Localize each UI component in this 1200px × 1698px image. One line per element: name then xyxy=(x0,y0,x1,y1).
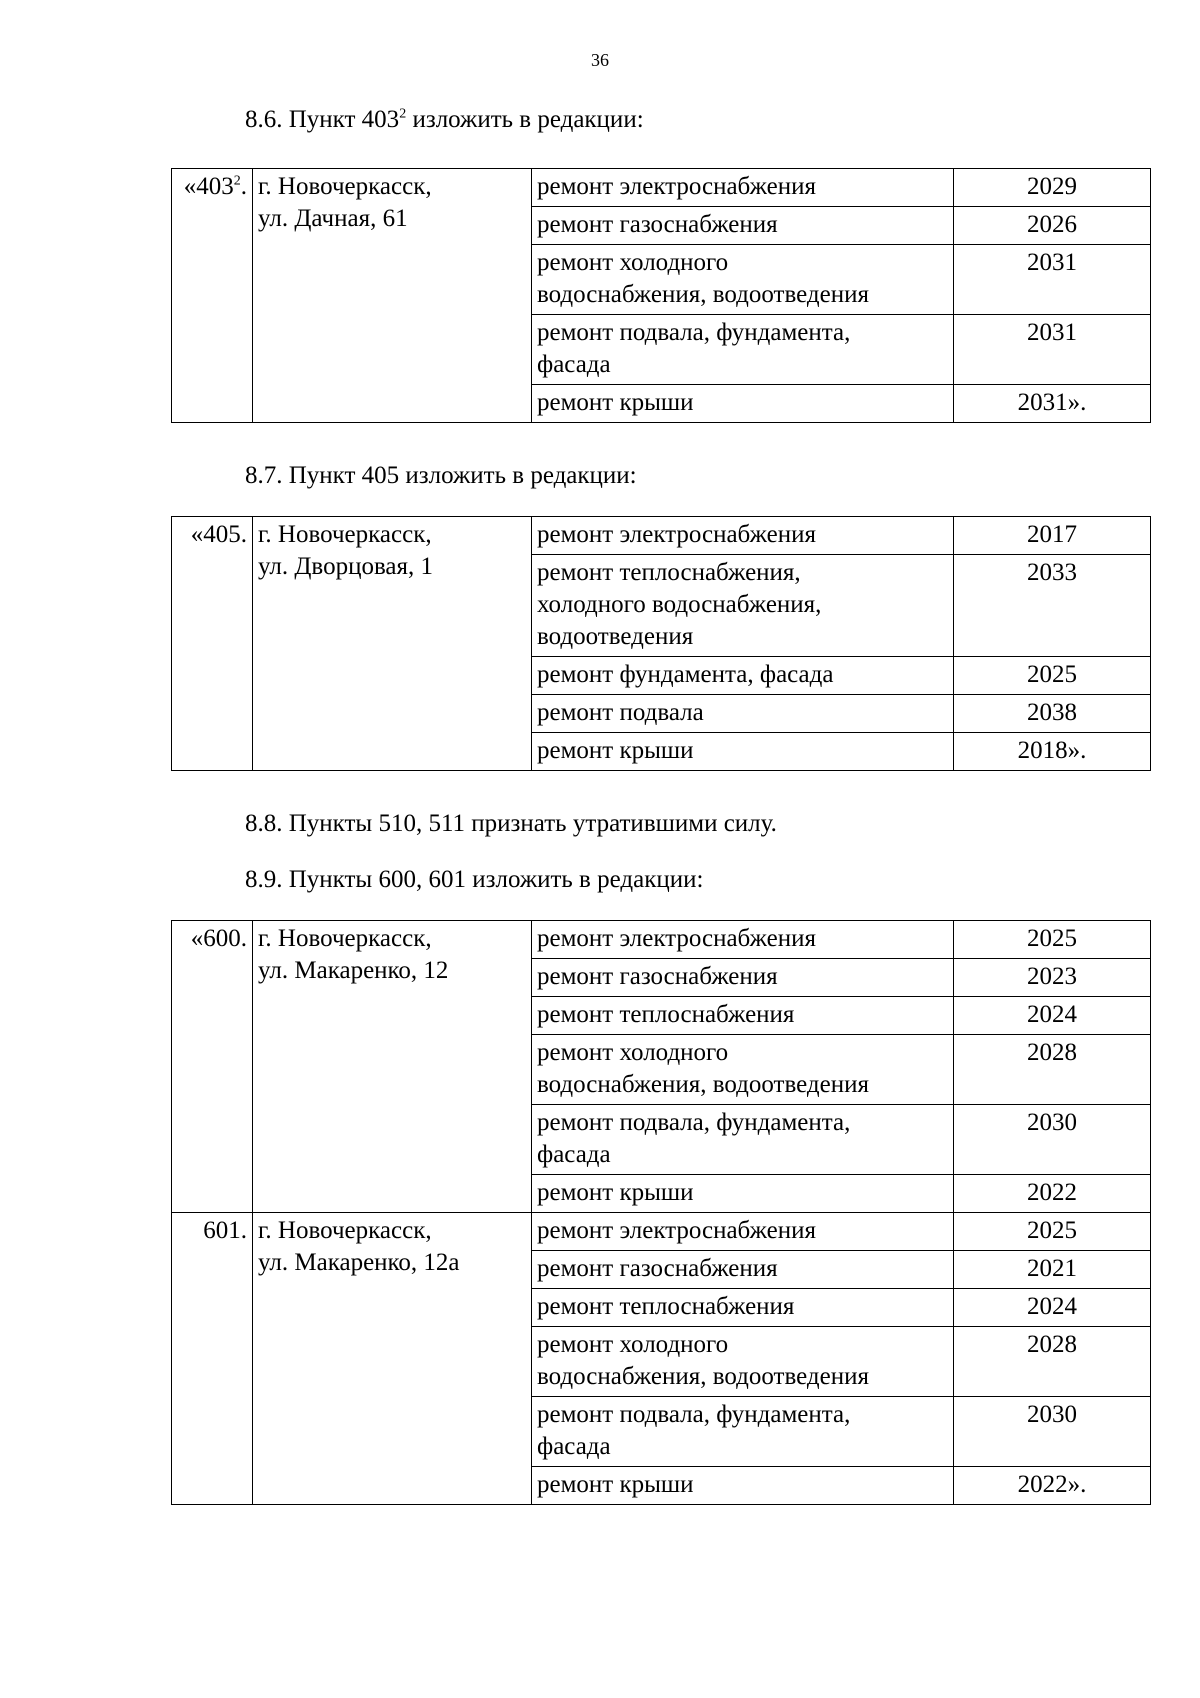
item-number: «405. xyxy=(172,517,253,771)
work-year: 2031». xyxy=(954,385,1151,423)
page-number: 36 xyxy=(591,50,609,70)
work-type: ремонт холодного водоснабжения, водоотведения xyxy=(532,245,954,315)
work-year: 2030 xyxy=(954,1105,1151,1175)
work-type: ремонт фундамента, фасада xyxy=(532,657,954,695)
work-year: 2029 xyxy=(954,169,1151,207)
work-type: ремонт теплоснабжения xyxy=(532,1289,954,1327)
item-address: г. Новочеркасск, ул. Дачная, 61 xyxy=(253,169,532,423)
work-year: 2033 xyxy=(954,555,1151,657)
work-year: 2038 xyxy=(954,695,1151,733)
work-type: ремонт газоснабжения xyxy=(532,1251,954,1289)
work-year: 2030 xyxy=(954,1397,1151,1467)
work-year: 2026 xyxy=(954,207,1151,245)
section-heading-8-6: 8.6. Пункт $403^2$ изложить в редакции: xyxy=(245,106,644,133)
work-year: 2031 xyxy=(954,245,1151,315)
work-type: ремонт холодного водоснабжения, водоотведения xyxy=(532,1035,954,1105)
work-type: ремонт электроснабжения xyxy=(532,921,954,959)
item-address: г. Новочеркасск, ул. Дворцовая, 1 xyxy=(253,517,532,771)
item-address: г. Новочеркасск, ул. Макаренко, 12а xyxy=(253,1213,532,1505)
work-year: 2018». xyxy=(954,733,1151,771)
work-type: ремонт теплоснабжения xyxy=(532,997,954,1035)
work-year: 2022». xyxy=(954,1467,1151,1505)
work-type: ремонт электроснабжения xyxy=(532,1213,954,1251)
work-type: ремонт теплоснабжения, холодного водоснабжения, водоотведения xyxy=(532,555,954,657)
work-year: 2023 xyxy=(954,959,1151,997)
work-type: ремонт подвала, фундамента, фасада xyxy=(532,315,954,385)
section-heading-8-8: 8.8. Пункты 510, 511 признать утратившими силу. xyxy=(245,810,777,837)
table-row xyxy=(172,921,1151,959)
section-heading-8-9: 8.9. Пункты 600, 601 изложить в редакции: xyxy=(245,866,704,893)
table-row xyxy=(172,169,1151,207)
work-type: ремонт подвала, фундамента, фасада xyxy=(532,1105,954,1175)
work-year: 2028 xyxy=(954,1035,1151,1105)
work-type: ремонт крыши xyxy=(532,733,954,771)
item-address: г. Новочеркасск, ул. Макаренко, 12 xyxy=(253,921,532,1213)
section-heading-8-7: 8.7. Пункт 405 изложить в редакции: xyxy=(245,462,637,489)
work-year: 2031 xyxy=(954,315,1151,385)
work-type: ремонт электроснабжения xyxy=(532,169,954,207)
work-type: ремонт крыши xyxy=(532,1467,954,1505)
table-item-403-2 xyxy=(171,168,1151,423)
item-number: 601. xyxy=(172,1213,253,1505)
work-year: 2017 xyxy=(954,517,1151,555)
table-row xyxy=(172,517,1151,555)
work-year: 2021 xyxy=(954,1251,1151,1289)
work-year: 2025 xyxy=(954,921,1151,959)
work-type: ремонт подвала xyxy=(532,695,954,733)
work-type: ремонт крыши xyxy=(532,1175,954,1213)
table-row xyxy=(172,1213,1151,1251)
table-items-600-601 xyxy=(171,920,1151,1505)
work-type: ремонт крыши xyxy=(532,385,954,423)
work-year: 2022 xyxy=(954,1175,1151,1213)
work-year: 2025 xyxy=(954,1213,1151,1251)
work-type: ремонт электроснабжения xyxy=(532,517,954,555)
work-year: 2024 xyxy=(954,997,1151,1035)
work-type: ремонт холодного водоснабжения, водоотведения xyxy=(532,1327,954,1397)
work-year: 2028 xyxy=(954,1327,1151,1397)
item-number: «600. xyxy=(172,921,253,1213)
work-type: ремонт газоснабжения xyxy=(532,959,954,997)
work-year: 2024 xyxy=(954,1289,1151,1327)
work-year: 2025 xyxy=(954,657,1151,695)
item-number: «$403^2$. xyxy=(172,169,253,423)
work-type: ремонт газоснабжения xyxy=(532,207,954,245)
table-item-405 xyxy=(171,516,1151,771)
work-type: ремонт подвала, фундамента, фасада xyxy=(532,1397,954,1467)
